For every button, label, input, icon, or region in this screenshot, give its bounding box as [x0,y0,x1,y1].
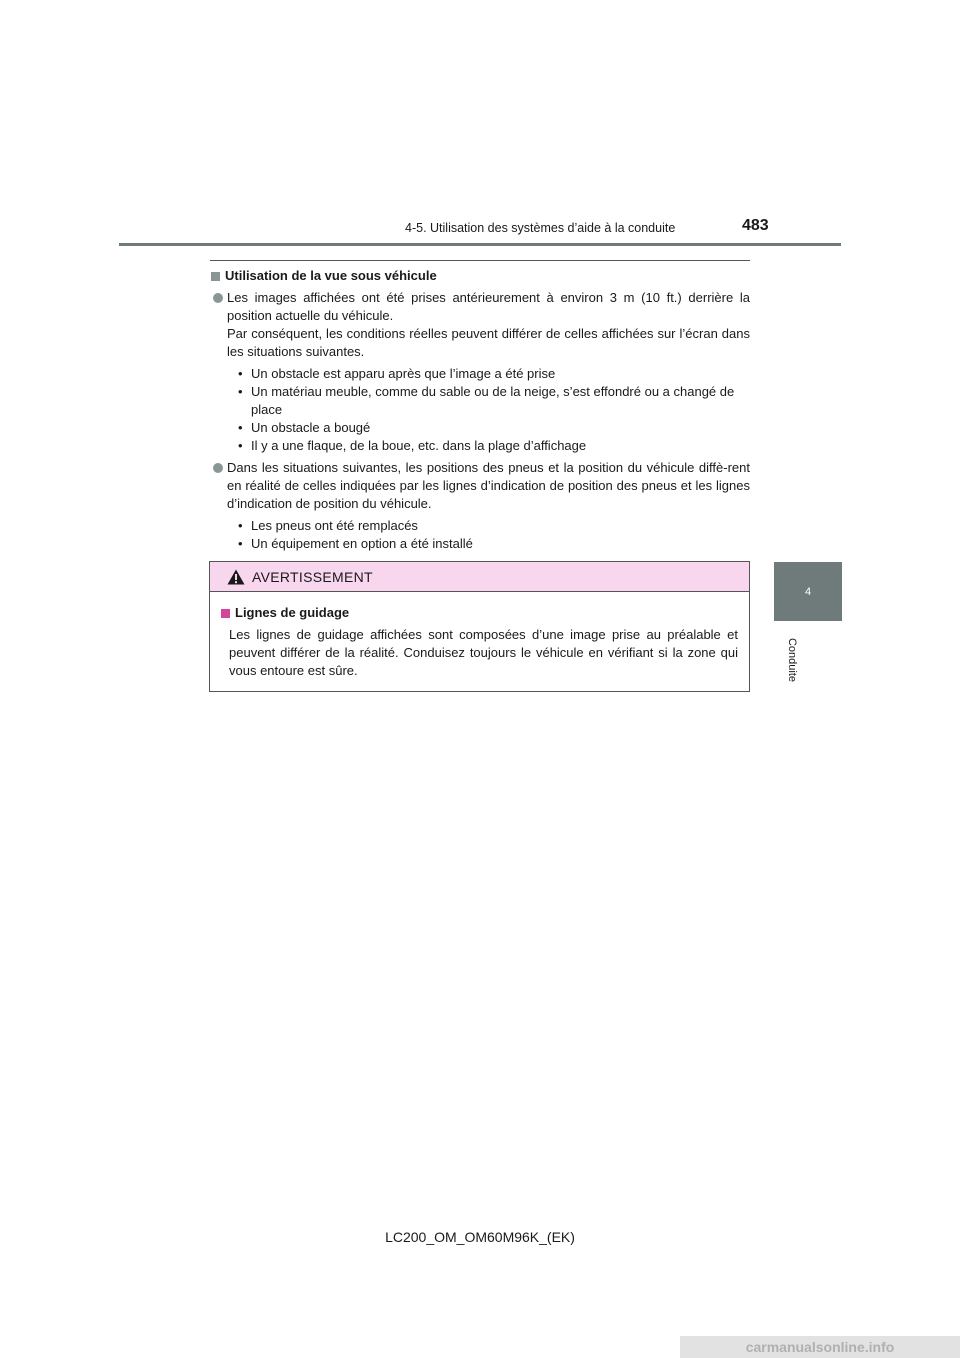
warning-box [209,561,750,692]
watermark: carmanualsonline.info [680,1336,960,1358]
chapter-tab [774,562,842,621]
bullet-text [227,289,750,361]
list-item: • Un obstacle est apparu après que l’image a été prise [238,366,556,381]
chapter-number: 4 [804,585,812,598]
list-item-text: Il y a une flaque, de la boue, etc. dans la plage d’affichage [251,438,587,453]
square-bullet-icon [221,609,230,618]
list-item-text: Un obstacle a bougé [251,420,371,435]
footer-doc-code: LC200_OM_OM60M96K_(EK) [385,1229,575,1245]
bullet-text [227,459,750,513]
section-vue-sous-vehicule [211,267,750,557]
list-item: • Il y a une flaque, de la boue, etc. dans la plage d’affichage [238,438,587,453]
warning-heading [221,604,738,622]
list-item-text: Un équipement en option a été installé [251,536,473,551]
list-item: • Un matériau meuble, comme du sable ou de la neige, s’est effondré ou a changé de place [238,383,750,419]
warning-label: AVERTISSEMENT [252,568,373,585]
bullet-paragraph [211,459,750,513]
bullet-paragraph [211,289,750,361]
list-item-text: Un matériau meuble, comme du sable ou de la neige, s’est effondré ou a changé de place [251,384,735,417]
list-item: • Un équipement en option a été installé [238,536,473,551]
section-heading-text: Utilisation de la vue sous véhicule [225,268,437,283]
warning-body [210,592,749,680]
content-rule [210,260,750,261]
page-number: 483 [742,217,769,234]
circle-bullet-icon [213,463,223,473]
header-section-title: 4-5. Utilisation des systèmes d’aide à la conduite [405,221,676,235]
list-item-text: Un obstacle est apparu après que l’image a été prise [251,366,556,381]
chapter-label: Conduite [786,637,798,683]
square-bullet-icon [211,272,220,281]
list-item: • Les pneus ont été remplacés [238,518,418,533]
list-item: • Un obstacle a bougé [238,420,371,435]
paragraph: Les images affichées ont été prises antérieurement à environ 3 m (10 ft.) derrière la position actuelle du véhicule. [227,290,750,323]
warning-header [210,562,749,592]
list-item-text: Les pneus ont été remplacés [251,518,418,533]
header-rule [119,243,841,246]
warning-text: Les lignes de guidage affichées sont composées d’une image prise au préalable et peuvent différer de la réalité. Conduisez toujours le véhicule en vérifiant si la zone qui vous entoure est sûre. [229,627,738,678]
sub-list [238,517,750,553]
paragraph: Par conséquent, les conditions réelles peuvent différer de celles affichées sur l’écran dans les situations suivantes. [227,326,750,359]
circle-bullet-icon [213,293,223,303]
section-heading [211,267,750,285]
warning-heading-text: Lignes de guidage [235,605,350,620]
warning-triangle-icon [227,569,245,585]
sub-list [238,365,750,455]
paragraph: Dans les situations suivantes, les positions des pneus et la position du véhicule diffè-rent en réalité de celles indiquées par les lignes d’indication de position des pneus et les lignes d’indication de position du véhicule. [227,460,750,511]
